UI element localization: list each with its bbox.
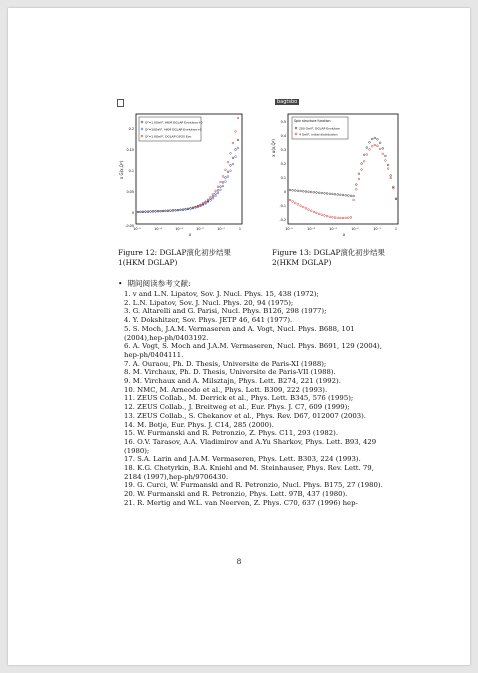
reading-list-title: 期间阅读参考文献: (127, 279, 191, 288)
reference-item: 20. W. Furmanski and R. Petronzio, Phys. Lett. 97B, 437 (1980). (124, 490, 348, 499)
x-tick: 10⁻² (351, 227, 359, 231)
legend-entry-2: Q²=10GeV², HKM DGLAP Evolution+0 (145, 127, 202, 132)
reference-item: 8. M. Virchaux, Ph. D. Thesis, Universite de Paris-VII (1988). (124, 368, 336, 377)
reference-item: 21. R. Mertig and W.L. van Neerven, Z. Phys. C70, 637 (1996) hep- (124, 498, 358, 507)
legend-entry-3: Q²=1.0GeV², DGLAP OSGS Evo (145, 134, 192, 139)
x-tick: 10⁻⁵ (285, 227, 293, 231)
x-tick: 10⁻² (196, 227, 204, 231)
y-tick: 0.15 (126, 148, 134, 152)
y-tick: 0.1 (128, 169, 134, 173)
y-tick: -0.05 (125, 224, 134, 228)
legend-entry-1: Q²=1.0GeV², HKM DGLAP Evolution+0 (145, 120, 203, 125)
page-number: 8 (236, 557, 242, 566)
reference-item: 13. ZEUS Collab., S. Chekanov et al., Phys. Rev. D67, 012007 (2003). (124, 411, 366, 420)
reference-item: 11. ZEUS Collab., M. Derrick et al., Phys. Lett. B345, 576 (1995); (124, 394, 354, 403)
reference-item: 3. G. Altarelli and G. Parisi, Nucl. Phys. B126, 298 (1977); (124, 307, 327, 316)
legend-title: Spin structure function (294, 119, 331, 123)
y-tick: 0.4 (280, 134, 286, 138)
reference-item: 6. A. Vogt, S. Moch and J.A.M. Vermaseren, Nucl. Phys. B691, 129 (2004), hep-ph/0404111. (124, 342, 382, 359)
x-tick: 10⁻⁵ (133, 227, 141, 231)
y-tick: -0.2 (279, 218, 286, 222)
y-tick: 0.1 (280, 176, 286, 180)
figure-12-plot (116, 108, 246, 243)
reference-item: 10. NMC, M. Arneodo et al., Phys. Lett. B309, 222 (1993). (124, 385, 328, 394)
reference-item: 1. v and L.N. Lipatov, Sov. J. Nucl. Phys. 15, 438 (1972); (124, 290, 319, 298)
y-axis-label: x G(x,Q²) (119, 160, 124, 180)
x-tick: 1 (394, 227, 398, 231)
reference-item: 17. S.A. Larin and J.A.M. Vermaseren, Phys. Lett. B303, 224 (1993). (124, 455, 361, 464)
x-tick: 10⁻¹ (217, 227, 225, 231)
y-tick: 0.2 (280, 162, 286, 166)
y-tick: -0.1 (279, 204, 286, 208)
reference-item: 12. ZEUS Collab., J. Breitweg et al., Eur. Phys. J. C7, 609 (1999); (124, 403, 350, 412)
figure-13-tag: bagtsbo (277, 99, 298, 105)
reference-item: 4. Y. Dokshitzer, Sov. Phys. JETP 46, 641 (1977). (124, 316, 293, 325)
x-tick: 10⁻¹ (373, 227, 381, 231)
figure-13-plot (268, 108, 403, 243)
reference-item: 5. S. Moch, J.A.M. Vermaseren and A. Vogt, Nucl. Phys. B688, 101 (2004),hep-ph/0403192. (124, 324, 355, 342)
reading-list-heading (118, 278, 191, 289)
y-tick: 0.05 (126, 190, 134, 194)
reference-item: 16. O.V. Tarasov, A.A. Vladimirov and A.Yu Sharkov, Phys. Lett. B93, 429 (1980); (124, 437, 377, 455)
reference-item: 2. L.N. Lipatov, Sov. J. Nucl. Phys. 20, 94 (1975); (124, 298, 294, 307)
reference-item: 19. G. Curci, W. Furmanski and R. Petronzio, Nucl. Phys. B175, 27 (1980). (124, 481, 383, 490)
reference-item: 15. W. Furmanski and R. Petronzio, Z. Phys. C11, 293 (1982). (124, 429, 339, 438)
corner-mark (117, 99, 124, 107)
bullet-icon: • (118, 279, 128, 288)
x-tick: 10⁻³ (175, 227, 183, 231)
legend-entry-1: 200 GeV², DGLAP Evolution (299, 126, 341, 131)
x-tick: 1 (238, 227, 242, 231)
x-axis-label: x (342, 232, 346, 237)
reference-item: 9. M. Virchaux and A. Milsztajn, Phys. Lett. B274, 221 (1992). (124, 377, 341, 386)
y-tick: 0.3 (280, 148, 286, 152)
y-tick: 0.2 (128, 127, 134, 131)
x-tick: 10⁻³ (329, 227, 337, 231)
reference-item: 14. M. Botje, Eur. Phys. J. C14, 285 (2000). (124, 420, 274, 429)
figure-13-caption: Figure 13: DGLAP演化初步结果2(HKM DGLAP) (272, 248, 385, 267)
x-axis-label: x (188, 232, 192, 237)
y-axis-label: x u(x,Q²) (271, 139, 276, 157)
x-tick: 10⁻⁴ (307, 227, 315, 231)
reference-list (124, 290, 392, 508)
reference-item: 7. A. Ouraou, Ph. D. Thesis, Universite de Paris-XI (1988); (124, 359, 327, 368)
y-tick: 0 (131, 211, 134, 215)
reference-item: 18. K.G. Chetyrkin, B.A. Kniehl and M. Steinhauser, Phys. Rev. Lett. 79, 2184 (1997),hep-ph/9706430. (124, 464, 374, 481)
legend-entry-2: 4 GeV², initial distribution (299, 132, 338, 137)
document-page (8, 8, 470, 665)
y-tick: 0.5 (280, 120, 286, 124)
x-tick: 10⁻⁴ (154, 227, 162, 231)
y-tick: 0 (283, 190, 286, 194)
figure-12-caption: Figure 12: DGLAP演化初步结果1(HKM DGLAP) (118, 248, 231, 267)
